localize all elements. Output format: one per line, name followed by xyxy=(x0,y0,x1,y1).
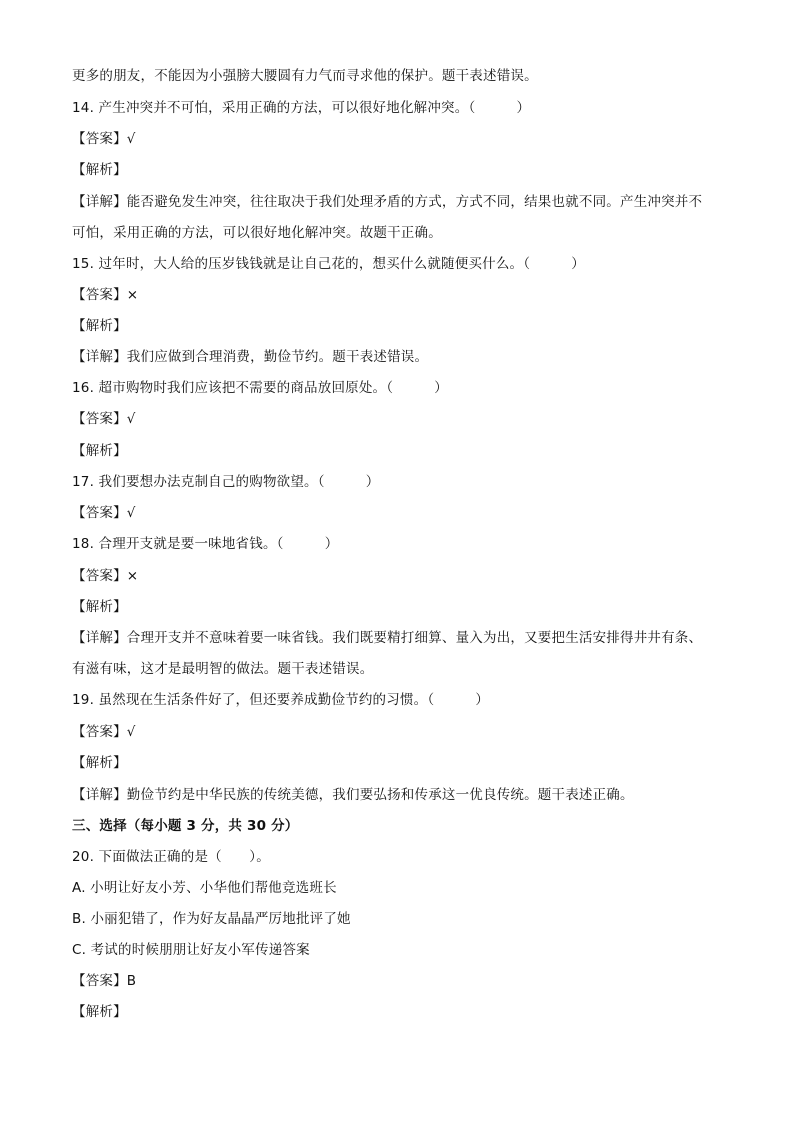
option-b: B. 小丽犯错了，作为好友晶晶严厉地批评了她 xyxy=(72,911,351,927)
answer-label: 【答案】√ xyxy=(72,505,136,521)
answer-label: 【答案】B xyxy=(72,973,137,989)
analysis-label: 【解析】 xyxy=(72,443,127,459)
detail-text: 有滋有味，这才是最明智的做法。题干表述错误。 xyxy=(72,661,374,677)
question-18: 18. 合理开支就是要一味地省钱。（ ） xyxy=(72,536,339,552)
analysis-label: 【解析】 xyxy=(72,162,127,178)
question-15: 15. 过年时，大人给的压岁钱钱就是让自己花的，想买什么就随便买什么。（ ） xyxy=(72,256,586,272)
analysis-label: 【解析】 xyxy=(72,755,127,771)
detail-text: 【详解】合理开支并不意味着要一味省钱。我们既要精打细算、量入为出，又要把生活安排得井井有条、 xyxy=(72,630,703,646)
answer-label: 【答案】√ xyxy=(72,131,136,147)
answer-label: 【答案】√ xyxy=(72,724,136,740)
detail-text: 【详解】勤俭节约是中华民族的传统美德，我们要弘扬和传承这一优良传统。题干表述正确。 xyxy=(72,787,634,803)
answer-label: 【答案】× xyxy=(72,287,139,303)
text-line: 更多的朋友，不能因为小强膀大腰圆有力气而寻求他的保护。题干表述错误。 xyxy=(72,68,538,84)
detail-text: 【详解】我们应做到合理消费，勤俭节约。题干表述错误。 xyxy=(72,349,429,365)
question-19: 19. 虽然现在生活条件好了，但还要养成勤俭节约的习惯。（ ） xyxy=(72,692,490,708)
detail-text: 可怕，采用正确的方法，可以很好地化解冲突。故题干正确。 xyxy=(72,225,442,241)
question-16: 16. 超市购物时我们应该把不需要的商品放回原处。（ ） xyxy=(72,380,449,396)
question-20: 20. 下面做法正确的是（ ）。 xyxy=(72,849,270,865)
answer-label: 【答案】√ xyxy=(72,411,136,427)
analysis-label: 【解析】 xyxy=(72,318,127,334)
question-17: 17. 我们要想办法克制自己的购物欲望。（ ） xyxy=(72,474,380,490)
analysis-label: 【解析】 xyxy=(72,1004,127,1020)
analysis-label: 【解析】 xyxy=(72,599,127,615)
detail-text: 【详解】能否避免发生冲突，往往取决于我们处理矛盾的方式，方式不同，结果也就不同。产生冲突并不 xyxy=(72,194,703,210)
option-c: C. 考试的时候朋朋让好友小军传递答案 xyxy=(72,942,310,958)
question-14: 14. 产生冲突并不可怕，采用正确的方法，可以很好地化解冲突。（ ） xyxy=(72,100,531,116)
section-heading: 三、选择（每小题 3 分，共 30 分） xyxy=(72,818,299,834)
answer-label: 【答案】× xyxy=(72,568,139,584)
option-a: A. 小明让好友小芳、小华他们帮他竞选班长 xyxy=(72,880,337,896)
